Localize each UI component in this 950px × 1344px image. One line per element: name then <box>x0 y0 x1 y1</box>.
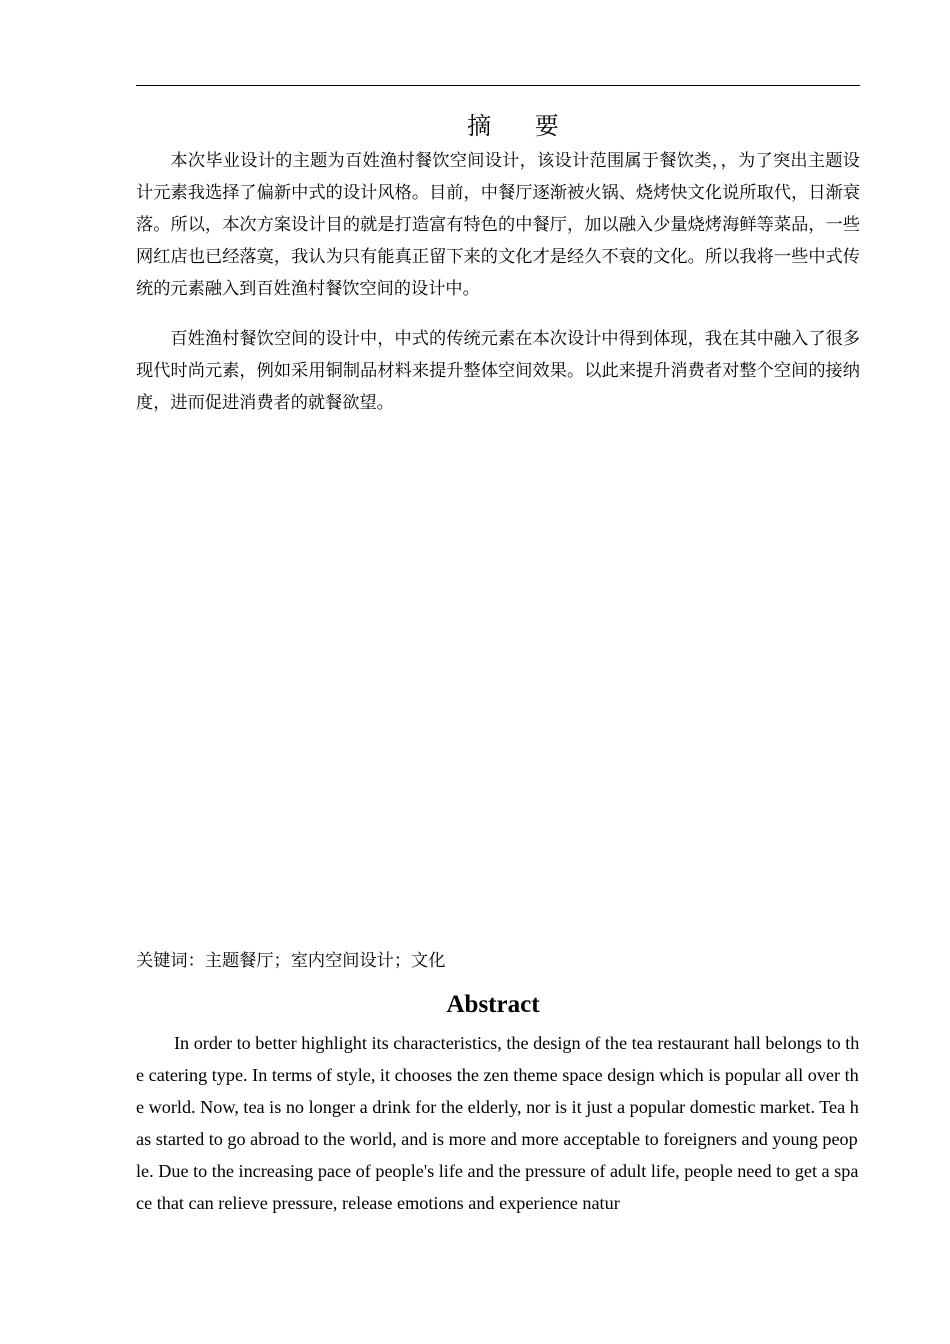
keywords-value: 主题餐厅；室内空间设计；文化 <box>204 951 446 971</box>
en-abstract-paragraph: In order to better highlight its characteristics, the design of the tea restaurant hall belongs to the catering type. In terms of style, it chooses the zen theme space design which is popular all over the world. Now, tea is no longer a drink for the elderly, nor is it just a popular domestic market. Tea has started to go abroad to the world, and is more and more acceptable to foreigners and young people. Due to the increasing pace of people's life and the pressure of adult life, people need to get a space that can relieve pressure, release emotions and experience natur <box>136 1033 860 1213</box>
cn-abstract-paragraph-2: 百姓渔村餐饮空间的设计中，中式的传统元素在本次设计中得到体现，我在其中融入了很多现代时尚元素，例如采用铜制品材料来提升整体空间效果。以此来提升消费者对整个空间的接纳度，进而促进消费者的就餐欲望。 <box>136 329 860 413</box>
cn-abstract-title: 摘 要 <box>467 112 577 140</box>
keywords-label: 关键词： <box>136 951 205 971</box>
en-abstract-title: Abstract <box>446 991 540 1018</box>
keywords-line <box>136 945 860 977</box>
header-rule <box>136 85 860 86</box>
cn-abstract-paragraph-1: 本次毕业设计的主题为百姓渔村餐饮空间设计，该设计范围属于餐饮类，，为了突出主题设计元素我选择了偏新中式的设计风格。目前，中餐厅逐渐被火锅、烧烤快文化说所取代，日渐衰落。所以，本次方案设计目的就是打造富有特色的中餐厅，加以融入少量烧烤海鲜等菜品，一些网红店也已经落寞，我认为只有能真正留下来的文化才是经久不衰的文化。所以我将一些中式传统的元素融入到百姓渔村餐饮空间的设计中。 <box>136 151 860 299</box>
